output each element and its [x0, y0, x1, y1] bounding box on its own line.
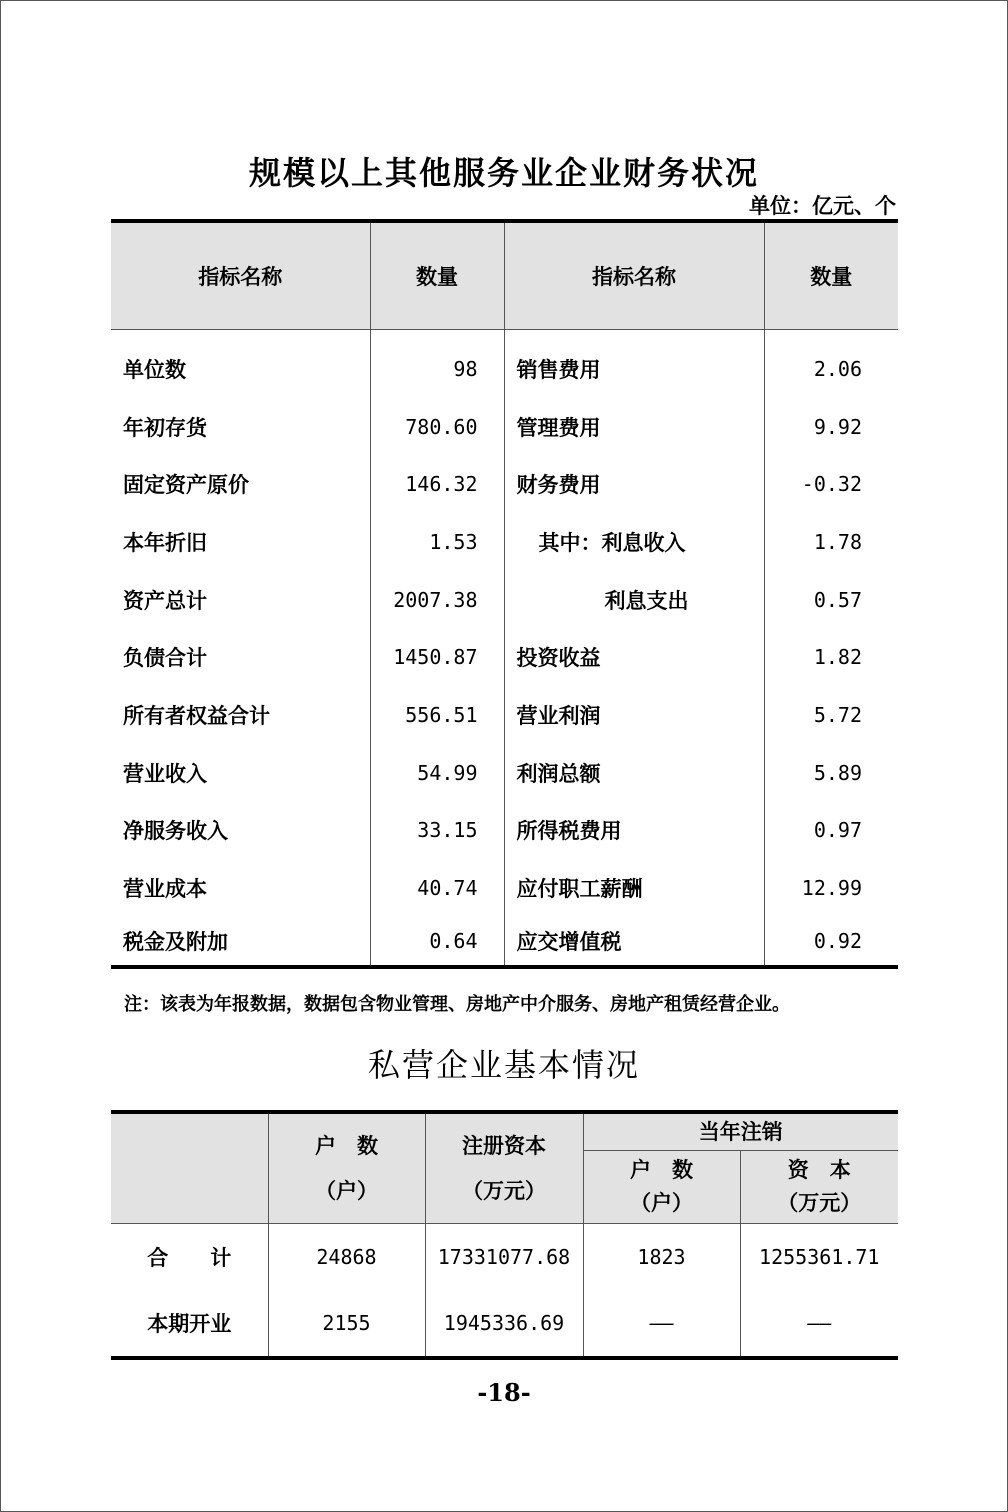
indicator-value: 5.89	[813, 760, 862, 785]
header-quantity: 数量	[370, 221, 504, 330]
indicator-name: 销售费用	[504, 330, 764, 398]
indicator-value: 146.32	[370, 455, 504, 513]
header-cancel-capital-label: 资 本	[787, 1157, 851, 1183]
header-cancellation: 当年注销	[583, 1112, 898, 1151]
indicator-value: 0.97	[813, 818, 862, 843]
indicator-value: 0.64	[370, 917, 504, 967]
table-row	[111, 571, 898, 629]
table-row	[111, 628, 898, 686]
indicator-name: 管理费用	[504, 398, 764, 456]
indicator-value: 40.74	[370, 859, 504, 917]
indicator-value: 2007.38	[370, 571, 504, 629]
indicator-value: 780.60	[370, 398, 504, 456]
indicator-name: 财务费用	[504, 455, 764, 513]
table-note: 注：该表为年报数据，数据包含物业管理、房地产中介服务、房地产租赁经营企业。	[124, 994, 790, 1015]
indicator-name: 营业成本	[111, 859, 370, 917]
table-row	[111, 455, 898, 513]
indicator-value: -0.32	[801, 472, 862, 497]
header-households	[268, 1112, 425, 1224]
indicator-value: 1.78	[813, 529, 862, 554]
private-enterprise-table	[111, 1110, 898, 1360]
indicator-name: 固定资产原价	[111, 455, 370, 513]
indicator-value: 33.15	[370, 802, 504, 860]
indicator-value: 54.99	[370, 744, 504, 802]
indicator-value: 98	[370, 330, 504, 398]
indicator-name: 净服务收入	[111, 802, 370, 860]
table-row	[111, 686, 898, 744]
header-capital-unit: （万元）	[462, 1177, 546, 1203]
table-header-row	[111, 221, 898, 330]
indicator-value: 5.72	[813, 702, 862, 727]
header-households-label: 户 数	[315, 1132, 378, 1158]
indicator-value: 0.57	[813, 587, 862, 612]
indicator-value: 556.51	[370, 686, 504, 744]
indicator-name: 资产总计	[111, 571, 370, 629]
indicator-value: 0.92	[813, 928, 862, 953]
header-households-unit: （户）	[315, 1177, 378, 1203]
table-row	[111, 513, 898, 571]
indicator-value: 1450.87	[370, 628, 504, 686]
indicator-name: 年初存货	[111, 398, 370, 456]
header-indicator-name: 指标名称	[111, 221, 370, 330]
indicator-value: 9.92	[813, 414, 862, 439]
finance-table	[111, 219, 898, 969]
table-row	[111, 917, 898, 967]
table-row	[111, 859, 898, 917]
indicator-name: 所得税费用	[504, 802, 764, 860]
indicator-name: 税金及附加	[111, 917, 370, 967]
cancel-capital-value: 1255361.71	[759, 1245, 880, 1269]
table-row	[111, 802, 898, 860]
header-cancel-capital	[740, 1151, 898, 1224]
row-label: 本期开业	[111, 1290, 268, 1358]
capital-value: 1945336.69	[425, 1290, 583, 1358]
cancel-households-value: ——	[583, 1290, 740, 1358]
header-quantity: 数量	[764, 221, 898, 330]
section-title: 私营企业基本情况	[367, 1046, 640, 1084]
indicator-value: 1.82	[813, 645, 862, 670]
table-header-row	[111, 1112, 898, 1151]
indicator-value: 1.53	[370, 513, 504, 571]
indicator-name: 营业利润	[504, 686, 764, 744]
indicator-name: 投资收益	[504, 628, 764, 686]
header-capital-label: 注册资本	[462, 1132, 546, 1158]
indicator-name: 其中：利息收入	[504, 513, 764, 571]
indicator-name: 利润总额	[504, 744, 764, 802]
unit-label: 单位：亿元、个	[749, 193, 896, 218]
indicator-name: 应交增值税	[504, 917, 764, 967]
indicator-name: 单位数	[111, 330, 370, 398]
header-blank	[111, 1112, 268, 1224]
header-indicator-name: 指标名称	[504, 221, 764, 330]
table-row	[111, 398, 898, 456]
households-value: 24868	[268, 1224, 425, 1291]
table-row	[111, 744, 898, 802]
table-row	[111, 330, 898, 398]
header-cancel-households-label: 户 数	[630, 1157, 693, 1183]
indicator-name: 应付职工薪酬	[504, 859, 764, 917]
table-row	[111, 1224, 898, 1291]
cancel-households-value: 1823	[583, 1224, 740, 1291]
header-cancel-households	[583, 1151, 740, 1224]
header-cancel-capital-unit: （万元）	[777, 1190, 862, 1215]
indicator-name: 利息支出	[504, 571, 764, 629]
capital-value: 17331077.68	[425, 1224, 583, 1291]
indicator-value: 2.06	[813, 356, 862, 381]
row-label: 合 计	[111, 1224, 268, 1291]
header-cancel-households-unit: （户）	[630, 1190, 693, 1215]
households-value: 2155	[268, 1290, 425, 1358]
indicator-name: 本年折旧	[111, 513, 370, 571]
page-title: 规模以上其他服务业企业财务状况	[248, 154, 759, 192]
header-capital	[425, 1112, 583, 1224]
cancel-capital-value: ——	[807, 1311, 832, 1335]
indicator-value: 12.99	[801, 876, 862, 901]
indicator-name: 负债合计	[111, 628, 370, 686]
indicator-name: 营业收入	[111, 744, 370, 802]
table-row	[111, 1290, 898, 1358]
page-number: -18-	[477, 1378, 531, 1407]
indicator-name: 所有者权益合计	[111, 686, 370, 744]
